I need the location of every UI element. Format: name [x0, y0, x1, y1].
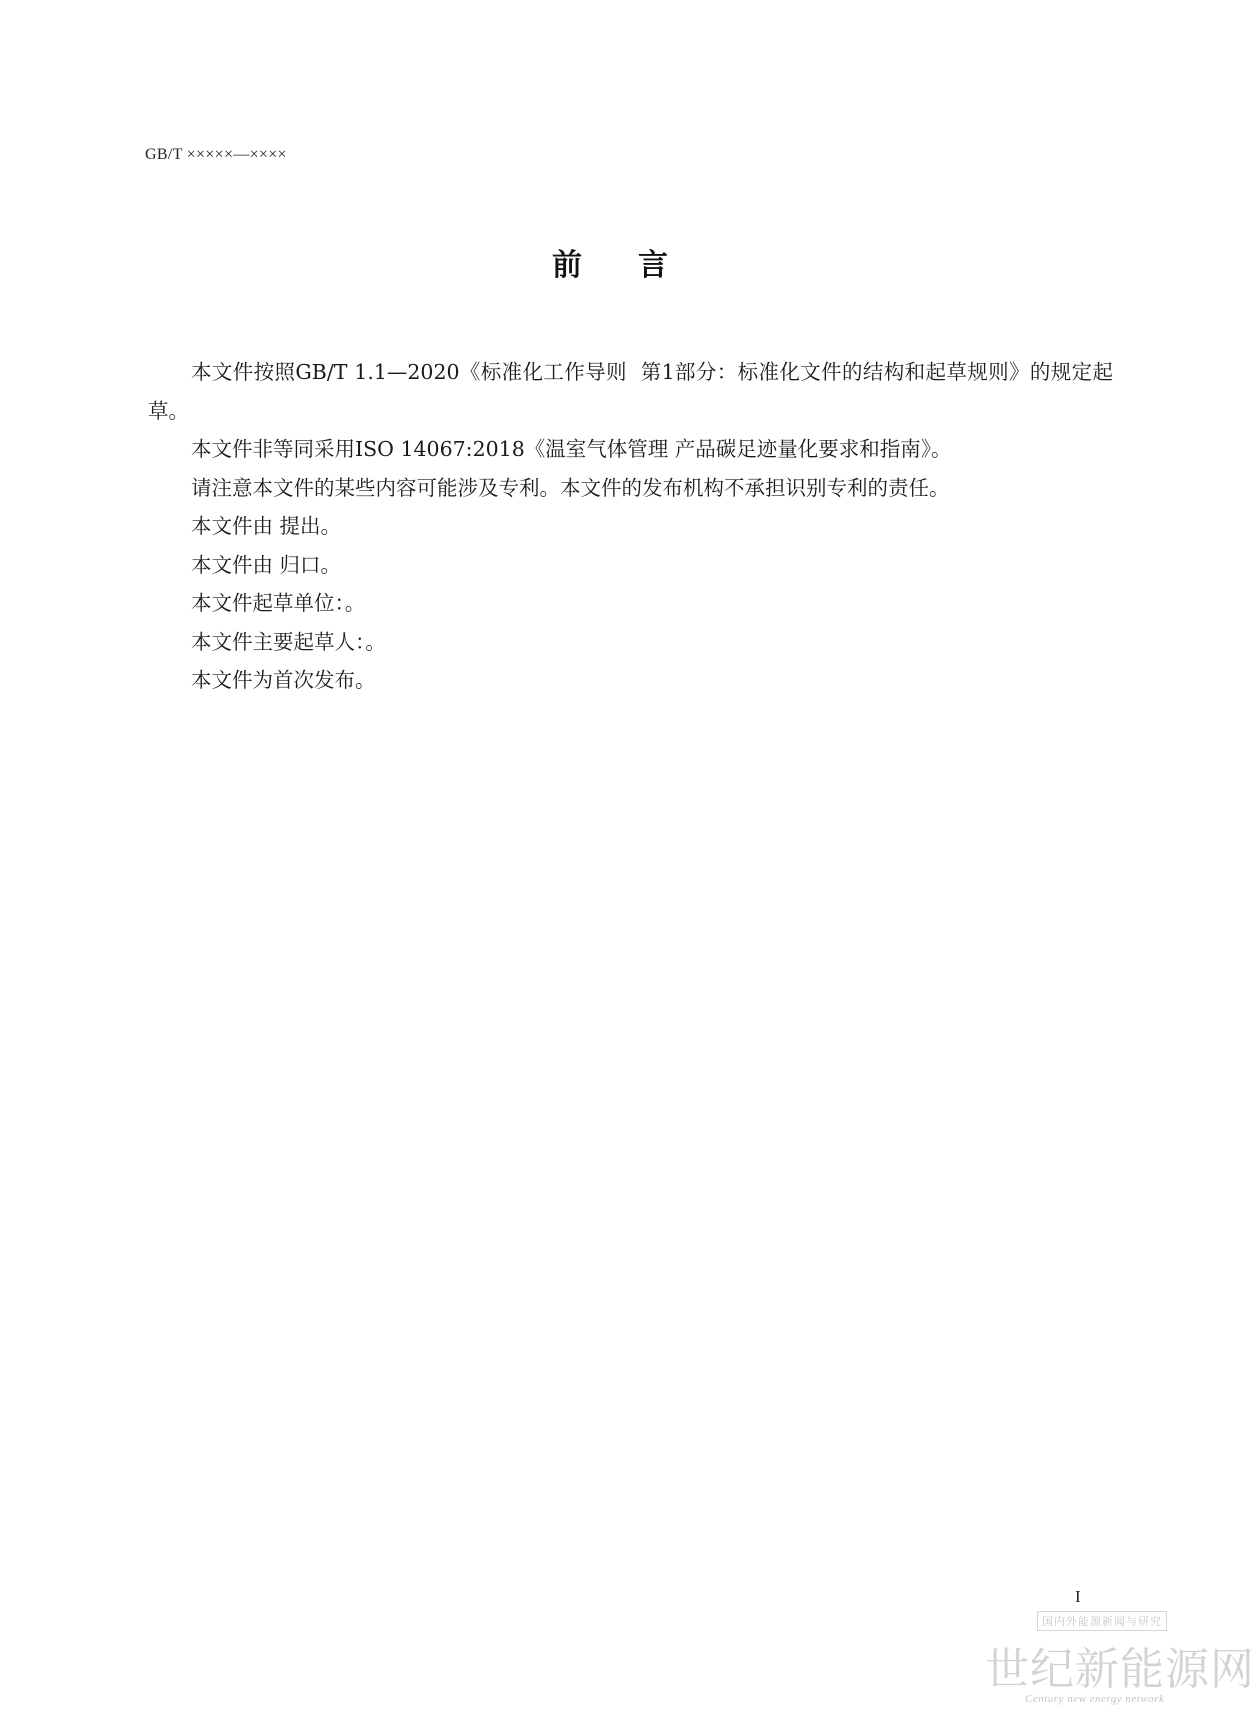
paragraph-centralized-by: 本文件由 归口。: [191, 552, 342, 577]
paragraph-proposed-by: 本文件由 提出。: [191, 514, 342, 538]
paragraph-drafting-units: 本文件起草单位：。: [191, 591, 366, 615]
page-number: I: [1075, 1587, 1081, 1606]
paragraph-drafters: 本文件主要起草人：。: [191, 629, 386, 654]
watermark-english-name: Century new energy network: [1025, 1693, 1165, 1705]
document-code: GB/T ×××××—××××: [145, 146, 287, 163]
paragraph-first-release: 本文件为首次发布。: [191, 668, 376, 692]
paragraph-adoption: 本文件非等同采用ISO 14067:2018《温室气体管理 产品碳足迹量化要求和指南》。: [191, 437, 952, 461]
watermark-tagline: 国内外能源新闻与研究: [1037, 1611, 1167, 1631]
paragraph-drafting-rules: 本文件按照GB/T 1.1—2020《标准化工作导则 第1部分：标准化文件的结构和起草规则》的规定起草。: [148, 360, 1113, 423]
foreword-body: [148, 353, 1113, 700]
section-heading: 前言: [552, 248, 724, 283]
watermark-logo: [985, 1611, 1255, 1719]
watermark-name: 世纪新能源网: [985, 1644, 1255, 1695]
paragraph-patent-notice: 请注意本文件的某些内容可能涉及专利。本文件的发布机构不承担识别专利的责任。: [191, 475, 950, 500]
